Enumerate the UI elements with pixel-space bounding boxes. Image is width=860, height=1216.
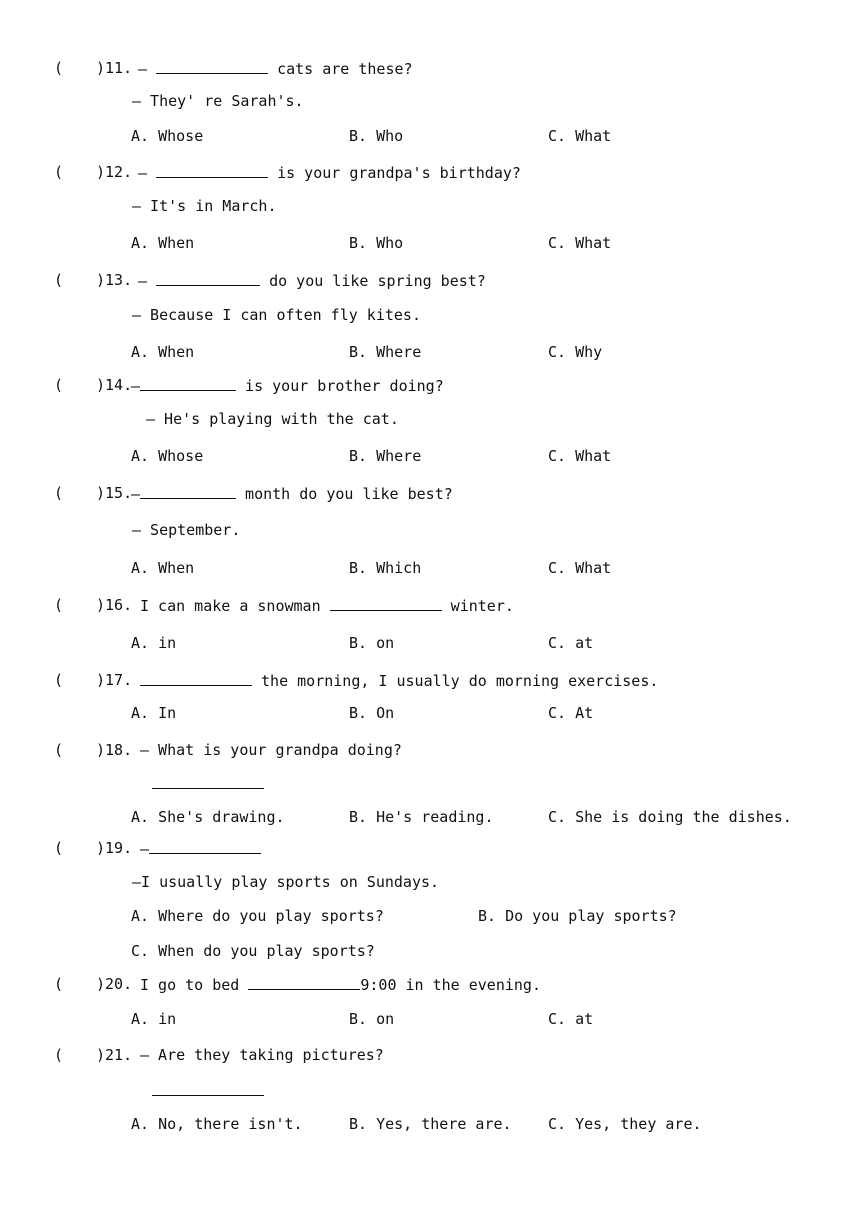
option-b: B. on — [349, 634, 395, 652]
question-text: — is your brother doing? — [131, 377, 444, 395]
option-b: B. Do you play sports? — [478, 907, 677, 925]
option-a: A. in — [131, 1010, 177, 1028]
question-number: )16. — [96, 596, 133, 614]
option-c: C. At — [548, 704, 594, 722]
option-c: C. What — [548, 127, 612, 145]
answer-blank[interactable] — [156, 162, 268, 178]
question-text: — is your grandpa's birthday? — [138, 164, 521, 182]
answer-paren: ( — [54, 59, 64, 77]
reply-text: — They' re Sarah's. — [132, 92, 304, 110]
answer-blank[interactable] — [152, 773, 264, 789]
reply-text: — He's playing with the cat. — [146, 410, 399, 428]
option-b: B. Where — [349, 447, 422, 465]
option-a: A. When — [131, 343, 195, 361]
answer-blank[interactable] — [140, 670, 252, 686]
option-c: C. What — [548, 447, 612, 465]
reply-text: — It's in March. — [132, 197, 277, 215]
answer-paren: ( — [54, 975, 64, 993]
answer-paren: ( — [54, 741, 64, 759]
question-number: )19. — [96, 839, 133, 857]
option-b: B. He's reading. — [349, 808, 494, 826]
question-text: I go to bed 9:00 in the evening. — [140, 976, 541, 994]
option-a: A. When — [131, 234, 195, 252]
option-b: B. Which — [349, 559, 422, 577]
answer-blank[interactable] — [248, 974, 360, 990]
option-c: C. When do you play sports? — [131, 942, 375, 960]
reply-text: —I usually play sports on Sundays. — [132, 873, 440, 891]
option-a: A. No, there isn't. — [131, 1115, 303, 1133]
question-number: )14. — [96, 376, 133, 394]
answer-blank[interactable] — [156, 270, 260, 286]
question-number: )21. — [96, 1046, 133, 1064]
reply-text: — September. — [132, 521, 241, 539]
option-b: B. on — [349, 1010, 395, 1028]
question-number: )17. — [96, 671, 133, 689]
option-a: A. She's drawing. — [131, 808, 285, 826]
option-a: A. Whose — [131, 447, 204, 465]
question-text: — — [140, 838, 261, 858]
answer-blank[interactable] — [156, 58, 268, 74]
question-text: — What is your grandpa doing? — [140, 741, 402, 759]
option-a: A. When — [131, 559, 195, 577]
option-c: C. at — [548, 634, 594, 652]
answer-paren: ( — [54, 163, 64, 181]
option-c: C. at — [548, 1010, 594, 1028]
option-a: A. Whose — [131, 127, 204, 145]
question-text: the morning, I usually do morning exercises. — [140, 670, 658, 690]
option-a: A. Where do you play sports? — [131, 907, 384, 925]
answer-paren: ( — [54, 376, 64, 394]
answer-blank[interactable] — [152, 1080, 264, 1096]
question-number: )20. — [96, 975, 133, 993]
option-b: B. Where — [349, 343, 422, 361]
option-a: A. In — [131, 704, 177, 722]
option-c: C. What — [548, 234, 612, 252]
answer-blank[interactable] — [149, 838, 261, 854]
option-c: C. Why — [548, 343, 603, 361]
option-a: A. in — [131, 634, 177, 652]
question-number: )11. — [96, 59, 133, 77]
question-text: — Are they taking pictures? — [140, 1046, 384, 1064]
option-c: C. She is doing the dishes. — [548, 808, 792, 826]
answer-paren: ( — [54, 1046, 64, 1064]
answer-blank[interactable] — [140, 375, 236, 391]
answer-paren: ( — [54, 596, 64, 614]
question-text: — do you like spring best? — [138, 272, 486, 290]
answer-blank[interactable] — [330, 595, 442, 611]
question-text: — cats are these? — [138, 60, 413, 78]
reply-text: — Because I can often fly kites. — [132, 306, 421, 324]
option-b: B. Who — [349, 234, 404, 252]
question-number: )18. — [96, 741, 133, 759]
question-number: )12. — [96, 163, 133, 181]
answer-paren: ( — [54, 271, 64, 289]
answer-paren: ( — [54, 484, 64, 502]
option-b: B. Who — [349, 127, 404, 145]
option-b: B. On — [349, 704, 395, 722]
answer-paren: ( — [54, 671, 64, 689]
answer-blank[interactable] — [140, 483, 236, 499]
question-text: — month do you like best? — [131, 485, 453, 503]
question-number: )15. — [96, 484, 133, 502]
option-b: B. Yes, there are. — [349, 1115, 512, 1133]
question-text: I can make a snowman winter. — [140, 597, 514, 615]
option-c: C. Yes, they are. — [548, 1115, 702, 1133]
answer-paren: ( — [54, 839, 64, 857]
option-c: C. What — [548, 559, 612, 577]
question-number: )13. — [96, 271, 133, 289]
